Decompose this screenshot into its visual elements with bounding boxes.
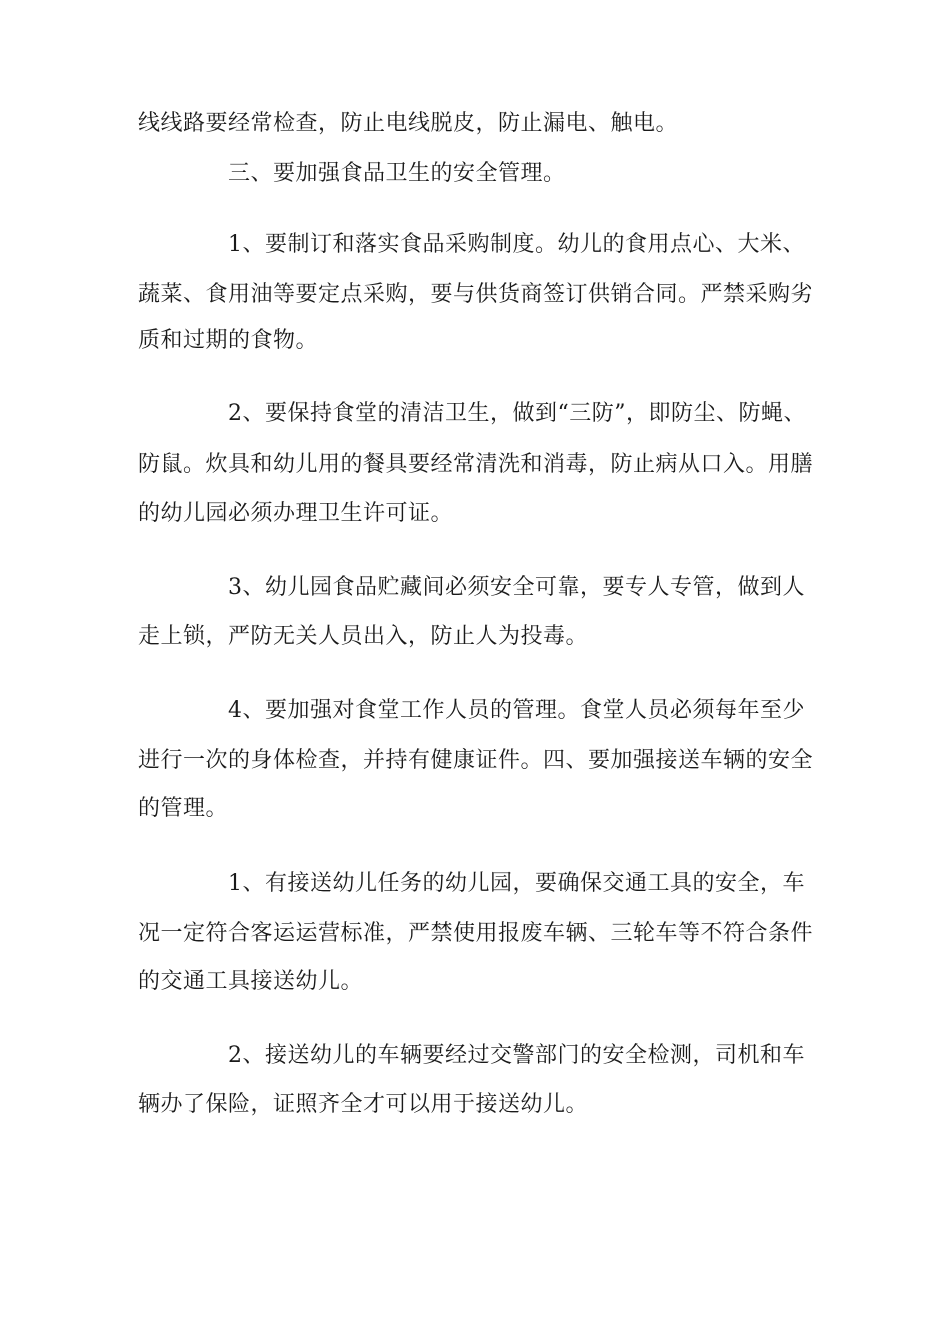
text-line-17: 2、接送幼儿的车辆要经过交警部门的安全检测，司机和车 [228,1043,805,1068]
section-heading-3: 三、要加强食品卫生的安全管理。 [228,161,566,186]
text-line-3: 1、要制订和落实食品采购制度。幼儿的食用点心、大米、 [228,232,805,257]
text-line-12: 进行一次的身体检查，并持有健康证件。四、要加强接送车辆的安全 [138,748,814,773]
text-line-4: 蔬菜、食用油等要定点采购，要与供货商签订供销合同。严禁采购劣 [138,282,814,307]
text-line-9: 3、幼儿园食品贮藏间必须安全可靠，要专人专管，做到人 [228,575,805,600]
text-line-1: 线线路要经常检查，防止电线脱皮，防止漏电、触电。 [138,111,679,136]
text-line-7: 防鼠。炊具和幼儿用的餐具要经常清洗和消毒，防止病从口入。用膳 [138,452,814,477]
text-line-11: 4、要加强对食堂工作人员的管理。食堂人员必须每年至少 [228,698,805,723]
text-line-18: 辆办了保险，证照齐全才可以用于接送幼儿。 [138,1092,589,1117]
text-line-13: 的管理。 [138,796,229,821]
text-line-14: 1、有接送幼儿任务的幼儿园，要确保交通工具的安全，车 [228,871,805,896]
text-line-5: 质和过期的食物。 [138,328,319,353]
text-line-16: 的交通工具接送幼儿。 [138,969,364,994]
text-line-15: 况一定符合客运运营标准，严禁使用报废车辆、三轮车等不符合条件 [138,921,814,946]
text-line-6: 2、要保持食堂的清洁卫生，做到“三防”，即防尘、防蝇、 [228,401,806,426]
text-line-8: 的幼儿园必须办理卫生许可证。 [138,501,454,526]
text-line-10: 走上锁，严防无关人员出入，防止人为投毒。 [138,624,589,649]
